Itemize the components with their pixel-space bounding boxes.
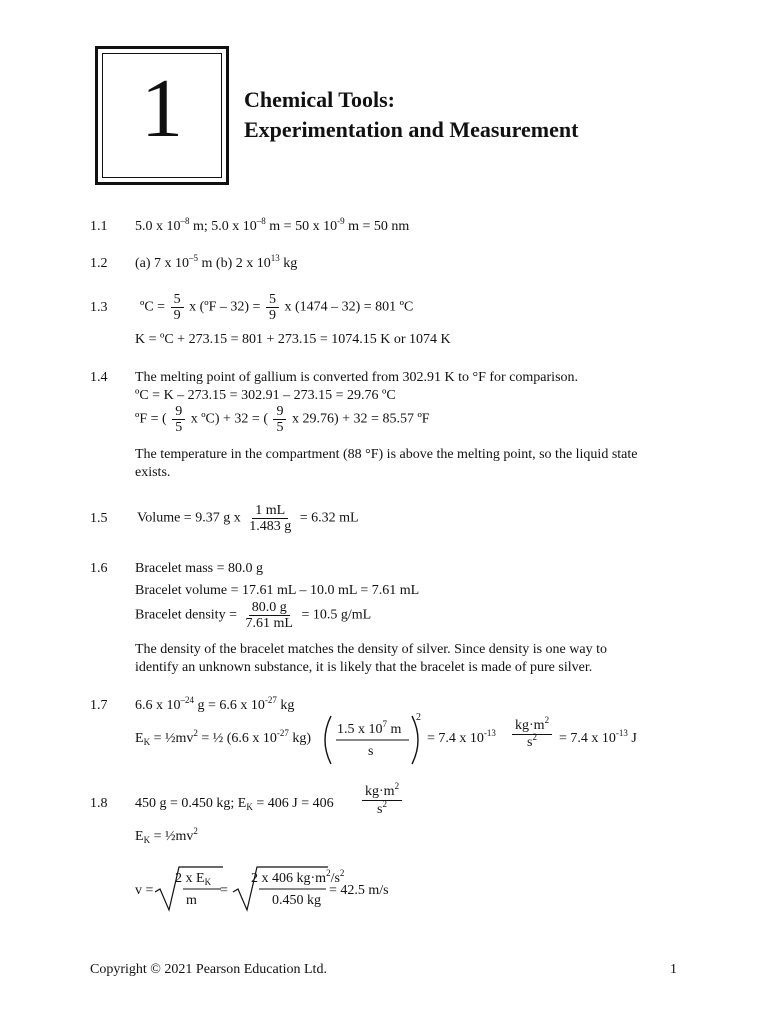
problem-1-7-result-1: = 7.4 x $10^{-13}$ <box>427 728 496 746</box>
velocity-numerator: 1.5 x $10^7$ m <box>337 719 402 737</box>
velocity-lhs: v = <box>135 883 154 898</box>
fraction: $\frac{5}{9}$ <box>266 292 279 323</box>
problem-1-6-line-2: Bracelet volume = 17.61 mL – 10.0 mL = 7.61 mL <box>135 583 420 598</box>
right-paren <box>412 716 418 764</box>
chapter-number-box <box>95 46 229 185</box>
chapter-title <box>244 85 578 145</box>
problem-1-2-answer: (a) 7 x $10^{-5}$ m (b) 2 x $10^{13}$ kg <box>135 253 298 271</box>
problem-1-3-kelvin: K = ºC + 273.15 = 801 + 273.15 = 1074.15 K or 1074 K <box>135 332 451 347</box>
fraction: $\frac{9}{5}$ <box>273 404 286 435</box>
fraction: $\frac{1 mL}{1.483 g}$ <box>249 503 292 534</box>
unit-fraction: $kg\cdot m^2$ $s^2$ <box>512 718 552 751</box>
copyright-notice: Copyright © 2021 Pearson Education Ltd. <box>90 962 327 977</box>
problem-1-8-line-1: 450 g = 0.450 kg; $E_K = 406$ J = 406 <box>135 796 334 812</box>
fraction: $\frac{9}{5}$ <box>172 404 185 435</box>
problem-1-7-kinetic-energy-prefix: $E_K$ = $\frac{1}{2}mv^2$ = ½ (6.6 x $10^{-27}$ kg) <box>135 728 312 747</box>
problem-number: 1.8 <box>90 796 108 811</box>
problem-number: 1.2 <box>90 256 108 271</box>
problem-1-8-line-2: $E_K$ = $\frac{1}{2}mv^2$ <box>135 826 198 845</box>
problem-number: 1.3 <box>90 300 108 315</box>
problem-1-6-line-5: identify an unknown substance, it is likely that the bracelet is made of pure silver. <box>135 660 593 675</box>
problem-1-6-line-4: The density of the bracelet matches the density of silver. Since density is one way to <box>135 642 607 657</box>
problem-1-4-equation: ºF = ( $\frac{9}{5}$ x ºC) + 32 = ( $\frac{9}{5}$ x 29.76) + 32 = 85.57 ºF <box>135 404 430 435</box>
problem-1-3-equation: ºC = $\frac{5}{9}$ x (ºF – 32) = $\frac{5}{9}$ x (1474 – 32) = 801 ºC <box>140 292 414 323</box>
problem-number: 1.6 <box>90 561 108 576</box>
left-paren <box>325 716 331 764</box>
problem-1-4-line-2: ºC = K – 273.15 = 302.91 – 273.15 = 29.76 ºC <box>135 388 396 403</box>
unit-fraction: $kg\cdot m^2$ $s^2$ <box>362 783 402 818</box>
problem-1-6-density: Bracelet density = $\frac{80.0 g}{7.61 mL}$ = 10.5 g/mL <box>135 600 372 631</box>
fraction: $\frac{80.0 g}{7.61 mL}$ <box>245 600 293 631</box>
problem-1-1-answer: 5.0 x $10^{-8}$ m; 5.0 x $10^{-8}$ m = 50 x $10^{-9}$ m = 50 nm <box>135 216 410 234</box>
problem-1-7-result-2: = 7.4 x $10^{-13}$ J <box>559 728 637 746</box>
velocity-denominator: s <box>368 744 374 759</box>
problem-1-6-line-1: Bracelet mass = 80.0 g <box>135 561 264 576</box>
chapter-title-line-1: Chemical Tools: <box>244 87 395 112</box>
equals-sign: = <box>220 883 228 898</box>
radical-1-denominator: m <box>186 893 197 908</box>
fraction: $\frac{5}{9}$ <box>171 292 184 323</box>
radical-1-numerator: 2 x $E_K$ <box>175 871 212 887</box>
problem-number: 1.7 <box>90 698 108 713</box>
problem-1-4-line-5: exists. <box>135 465 171 480</box>
problem-1-4-line-4: The temperature in the compartment (88 °F) is above the melting point, so the liquid state <box>135 447 638 462</box>
velocity-result: = 42.5 m/s <box>329 883 389 898</box>
problem-number: 1.4 <box>90 370 108 385</box>
problem-number: 1.5 <box>90 511 108 526</box>
problem-1-7-line-1: 6.6 x $10^{-24}$ g = 6.6 x $10^{-27}$ kg <box>135 695 295 713</box>
radical-2-numerator: 2 x 406 $kg\cdot m^2/s^2$ <box>251 868 345 886</box>
page-number: 1 <box>670 962 677 977</box>
paren-exponent: 2 <box>416 712 421 723</box>
problem-1-4-line-1: The melting point of gallium is converted from 302.91 K to °F for comparison. <box>135 370 579 385</box>
radical-2-denominator: 0.450 kg <box>272 893 321 908</box>
chapter-title-line-2: Experimentation and Measurement <box>244 117 579 142</box>
problem-1-5-equation: Volume = 9.37 g x $\frac{1 mL}{1.483 g}$ = 6.32 mL <box>137 503 359 534</box>
problem-number: 1.1 <box>90 219 108 234</box>
chapter-number: 1 <box>141 62 183 155</box>
